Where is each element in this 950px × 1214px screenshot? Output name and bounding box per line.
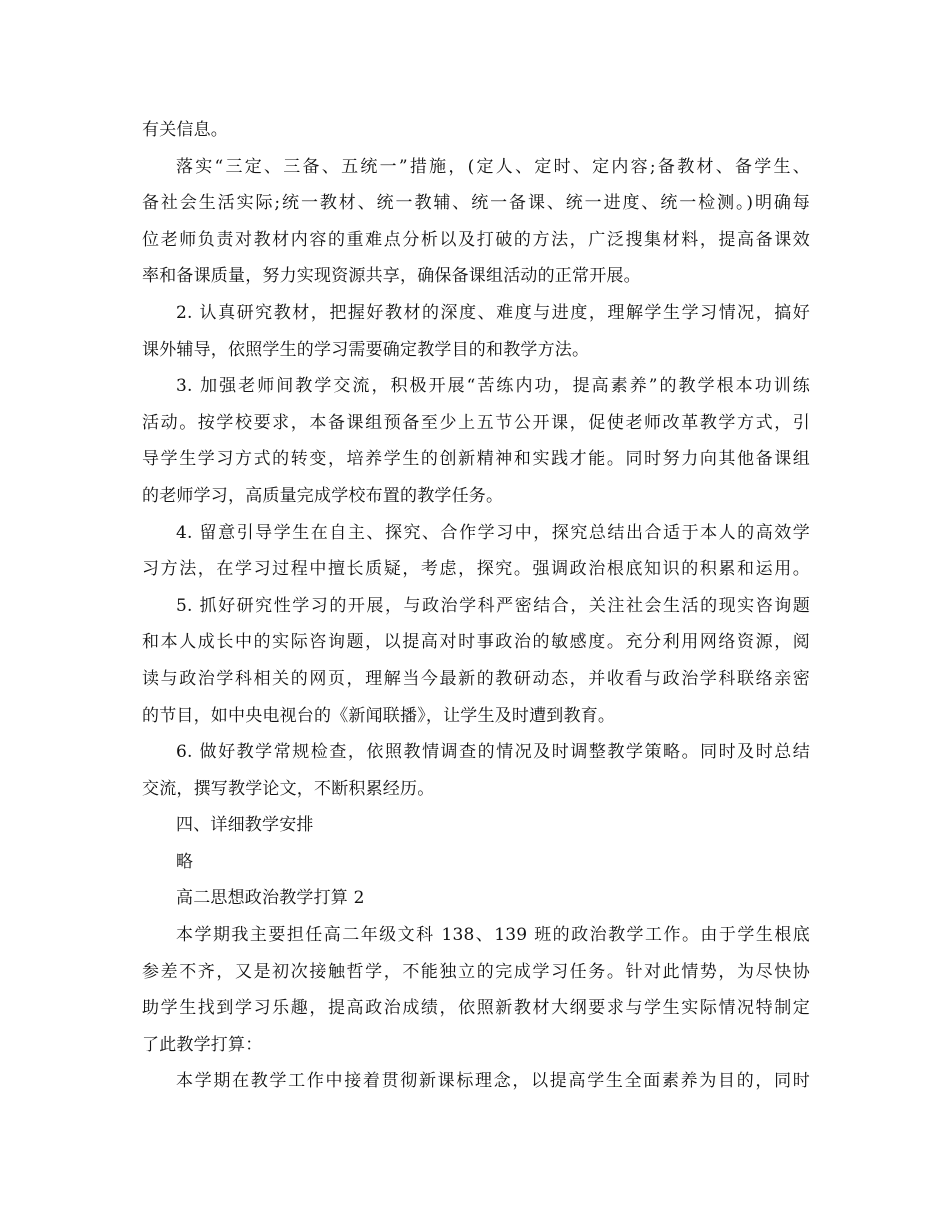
section-heading: 四、详细教学安排 bbox=[176, 815, 314, 836]
text-line-10: 导学生学习方式的转变，培养学生的创新精神和实践才能。同时努力向其他备课组 bbox=[142, 449, 810, 470]
text-line-5: 率和备课质量，努力实现资源共享，确保备课组活动的正常开展。 bbox=[142, 266, 641, 287]
document-page bbox=[142, 112, 810, 1100]
text-line-9: 活动。按学校要求，本备课组预备至少上五节公开课，促使老师改革教学方式，引 bbox=[142, 412, 810, 433]
text-line-4: 位老师负责对教材内容的重难点分析以及打破的方法，广泛搜集材料，提高备课效 bbox=[142, 229, 810, 250]
text-line-14: 5. 抓好研究性学习的开展，与政治学科严密结合，关注社会生活的现实咨询题 bbox=[176, 595, 810, 616]
text-line-25: 助学生找到学习乐趣，提高政治成绩，依照新教材大纲要求与学生实际情况特制定 bbox=[142, 998, 810, 1019]
text-line-13: 习方法，在学习过程中擅长质疑，考虑，探究。强调政治根底知识的积累和运用。 bbox=[142, 559, 810, 580]
text-line-18: 6. 做好教学常规检查，依照教情调查的情况及时调整教学策略。同时及时总结 bbox=[176, 742, 810, 763]
text-line-16: 读与政治学科相关的网页，理解当今最新的教研动态，并收看与政治学科联络亲密 bbox=[142, 668, 810, 689]
text-line-27: 本学期在教学工作中接着贯彻新课标理念，以提高学生全面素养为目的，同时 bbox=[176, 1071, 810, 1092]
text-line-7: 课外辅导，依照学生的学习需要确定教学目的和教学方法。 bbox=[142, 339, 590, 360]
text-line-12: 4. 留意引导学生在自主、探究、合作学习中，探究总结出合适于本人的高效学 bbox=[176, 522, 810, 543]
text-line-26: 了此教学打算： bbox=[142, 1034, 263, 1055]
text-line-11: 的老师学习，高质量完成学校布置的教学任务。 bbox=[142, 485, 504, 506]
document-title: 高二思想政治教学打算 2 bbox=[176, 888, 365, 909]
text-line-19: 交流，撰写教学论文，不断积累经历。 bbox=[142, 778, 435, 799]
text-line-17: 的节目，如中央电视台的《新闻联播》，让学生及时遭到教育。 bbox=[142, 705, 616, 726]
text-line-15: 和本人成长中的实际咨询题，以提高对时事政治的敏感度。充分利用网络资源，阅 bbox=[142, 632, 810, 653]
text-line-6: 2. 认真研究教材，把握好教材的深度、难度与进度，理解学生学习情况，搞好 bbox=[176, 302, 810, 323]
text-line-21: 略 bbox=[176, 851, 194, 872]
text-line-1: 有关信息。 bbox=[142, 120, 228, 140]
text-line-2: 落实“三定、三备、五统一”措施，(定人、定时、定内容;备教材、备学生、 bbox=[176, 156, 810, 177]
text-line-8: 3. 加强老师间教学交流，积极开展“苦练内功，提高素养”的教学根本功训练 bbox=[176, 376, 810, 397]
text-line-3: 备社会生活实际;统一教材、统一教辅、统一备课、统一进度、统一检测。)明确每 bbox=[142, 193, 810, 214]
text-line-24: 参差不齐，又是初次接触哲学，不能独立的完成学习任务。针对此情势，为尽快协 bbox=[142, 961, 810, 982]
text-line-23: 本学期我主要担任高二年级文科 138、139 班的政治教学工作。由于学生根底 bbox=[176, 925, 810, 946]
